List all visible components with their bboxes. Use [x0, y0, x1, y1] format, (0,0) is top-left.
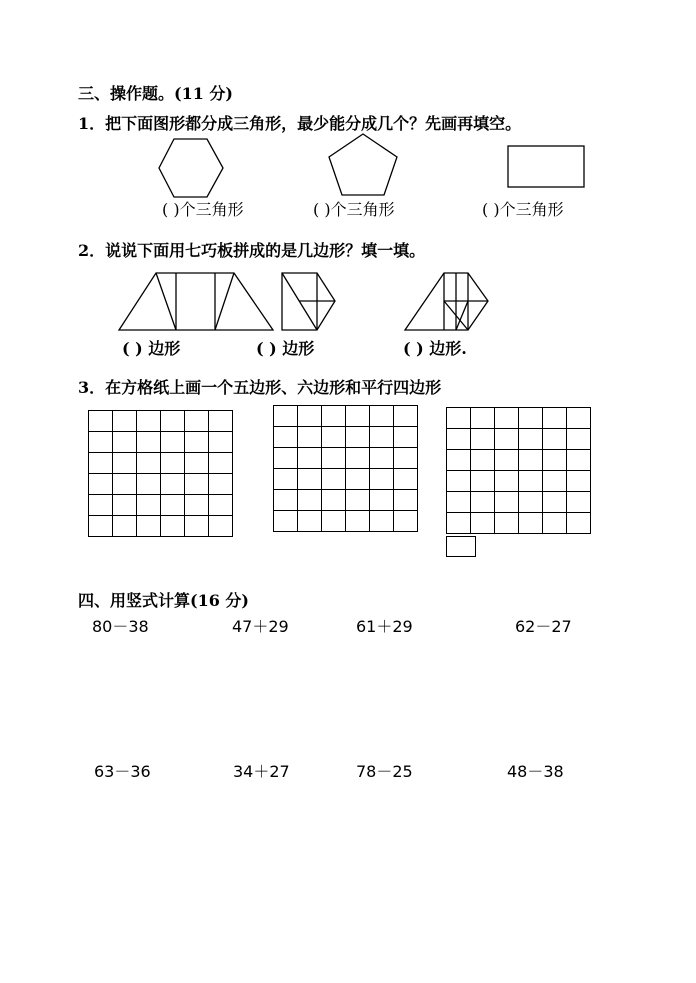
section-4-heading: 四、用竖式计算(16 分): [78, 591, 249, 610]
calc-3: 61＋29: [356, 617, 413, 636]
calc-6: 34＋27: [233, 762, 290, 781]
grid-paper-3[interactable]: [446, 407, 591, 534]
tangram-trapezoid: [118, 272, 274, 332]
question-3-text: 3．在方格纸上画一个五边形、六边形和平行四边形: [78, 378, 442, 397]
q2-answer-2[interactable]: ( ) 边形: [256, 339, 315, 358]
pentagon-shape: [328, 133, 398, 197]
q1-answer-pentagon[interactable]: ( )个三角形: [313, 200, 395, 219]
section-3-heading: 三、操作题。(11 分): [78, 84, 233, 103]
question-2-text: 2．说说下面用七巧板拼成的是几边形？填一填。: [78, 241, 426, 260]
rectangle-shape: [507, 145, 585, 189]
question-1-text: 1．把下面图形都分成三角形，最少能分成几个？先画再填空。: [78, 114, 522, 133]
q1-answer-rectangle[interactable]: ( )个三角形: [482, 200, 564, 219]
grid-paper-1[interactable]: [88, 410, 233, 537]
hexagon-shape: [158, 138, 224, 200]
calc-8: 48－38: [507, 762, 564, 781]
calc-2: 47＋29: [232, 617, 289, 636]
q1-answer-hexagon[interactable]: ( )个三角形: [162, 200, 244, 219]
tangram-pentagon: [281, 272, 337, 332]
calc-5: 63－36: [94, 762, 151, 781]
q2-answer-1[interactable]: ( ) 边形: [122, 339, 181, 358]
calc-4: 62－27: [515, 617, 572, 636]
calc-7: 78－25: [356, 762, 413, 781]
grid-paper-2[interactable]: [273, 405, 418, 532]
calc-1: 80－38: [92, 617, 149, 636]
q2-answer-3[interactable]: ( ) 边形.: [403, 339, 467, 358]
tangram-hexagon: [404, 272, 490, 332]
grid-paper-3-extra-cell: [446, 536, 476, 557]
